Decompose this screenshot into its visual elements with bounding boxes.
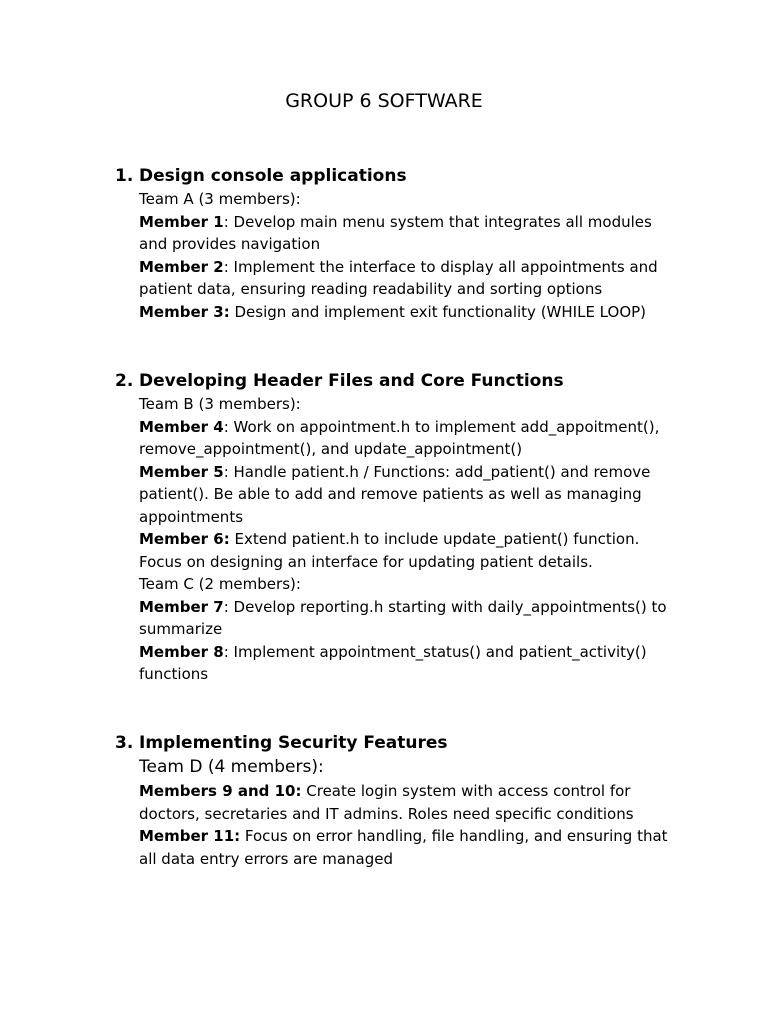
section-body — [139, 188, 695, 323]
body-line — [139, 461, 695, 484]
body-line — [139, 483, 695, 506]
body-line — [139, 551, 695, 574]
body-line — [139, 278, 695, 301]
member-label: Member 2 — [139, 257, 224, 276]
member-task: : Implement the interface to display all appointments and — [223, 257, 658, 276]
member-label: Members 9 and 10: — [139, 782, 302, 800]
body-line — [139, 416, 695, 439]
body-line — [139, 618, 695, 641]
member-task: functions — [139, 665, 209, 683]
section-body — [139, 393, 695, 686]
member-task: : Work on appointment.h to implement add_appoitment(), — [223, 417, 660, 436]
body-line — [139, 233, 695, 256]
team-label: Team A (3 members): — [139, 190, 301, 208]
section-heading — [115, 369, 695, 393]
section-number: 2. — [115, 371, 134, 391]
member-task: : Handle patient.h / Functions: add_patient() and remove — [223, 462, 651, 481]
member-task: patient data, ensuring reading readability and sorting options — [139, 280, 603, 298]
member-task: Extend patient.h to include update_patient() function. — [229, 530, 640, 548]
team-c-label: Team C (2 members): — [139, 575, 301, 593]
document-title: GROUP 6 SOFTWARE — [285, 90, 483, 112]
body-line — [139, 803, 695, 826]
body-line — [139, 825, 695, 848]
member-label: Member 3: — [139, 302, 230, 321]
member-task: and provides navigation — [139, 235, 321, 253]
member-task: summarize — [139, 620, 223, 638]
team-label — [139, 573, 695, 596]
member-task: : Develop main menu system that integrates all modules — [223, 212, 652, 231]
section-heading-text: Design console applications — [139, 166, 407, 186]
member-label: Member 11: — [139, 827, 241, 845]
section-body — [139, 755, 695, 870]
body-line — [139, 641, 695, 664]
member-task: : Implement appointment_status() and patient_activity() — [223, 642, 647, 661]
body-line — [139, 256, 695, 279]
member-task: : Develop reporting.h starting with daily_appointments() to — [223, 597, 667, 616]
section-header-files — [115, 369, 695, 686]
section-heading — [115, 164, 695, 188]
body-line — [139, 528, 695, 551]
body-line — [139, 663, 695, 686]
team-label: Team D (4 members): — [139, 757, 324, 777]
body-line — [139, 780, 695, 803]
member-label: Member 4 — [139, 417, 224, 436]
member-task: patient(). Be able to add and remove patients as well as managing — [139, 485, 642, 503]
member-label: Member 5 — [139, 462, 224, 481]
member-task: all data entry errors are managed — [139, 849, 393, 868]
member-label: Member 8 — [139, 642, 224, 661]
body-line — [139, 301, 695, 324]
section-heading — [115, 731, 695, 755]
member-label: Member 1 — [139, 212, 224, 231]
member-task: Create login system with access control for — [301, 782, 631, 800]
team-label: Team B (3 members): — [139, 395, 301, 413]
member-label: Member 6: — [139, 530, 230, 548]
member-task: remove_appointment(), and update_appointment() — [139, 440, 523, 458]
member-label: Member 7 — [139, 597, 224, 616]
body-line — [139, 438, 695, 461]
member-task: Design and implement exit functionality (WHILE LOOP) — [229, 302, 647, 321]
section-heading-text: Developing Header Files and Core Functions — [139, 371, 564, 391]
section-number: 3. — [115, 733, 134, 753]
section-heading-text: Implementing Security Features — [139, 733, 448, 753]
body-line — [139, 848, 695, 871]
member-task: doctors, secretaries and IT admins. Roles need specific conditions — [139, 804, 634, 823]
member-task: Focus on designing an interface for updating patient details. — [139, 552, 593, 571]
member-task: Focus on error handling, file handling, and ensuring that — [240, 827, 668, 845]
body-line — [139, 506, 695, 529]
section-number: 1. — [115, 166, 134, 186]
member-task: appointments — [139, 507, 244, 526]
section-design-console — [115, 164, 695, 323]
body-line — [139, 211, 695, 234]
section-security — [115, 731, 695, 870]
body-line — [139, 596, 695, 619]
